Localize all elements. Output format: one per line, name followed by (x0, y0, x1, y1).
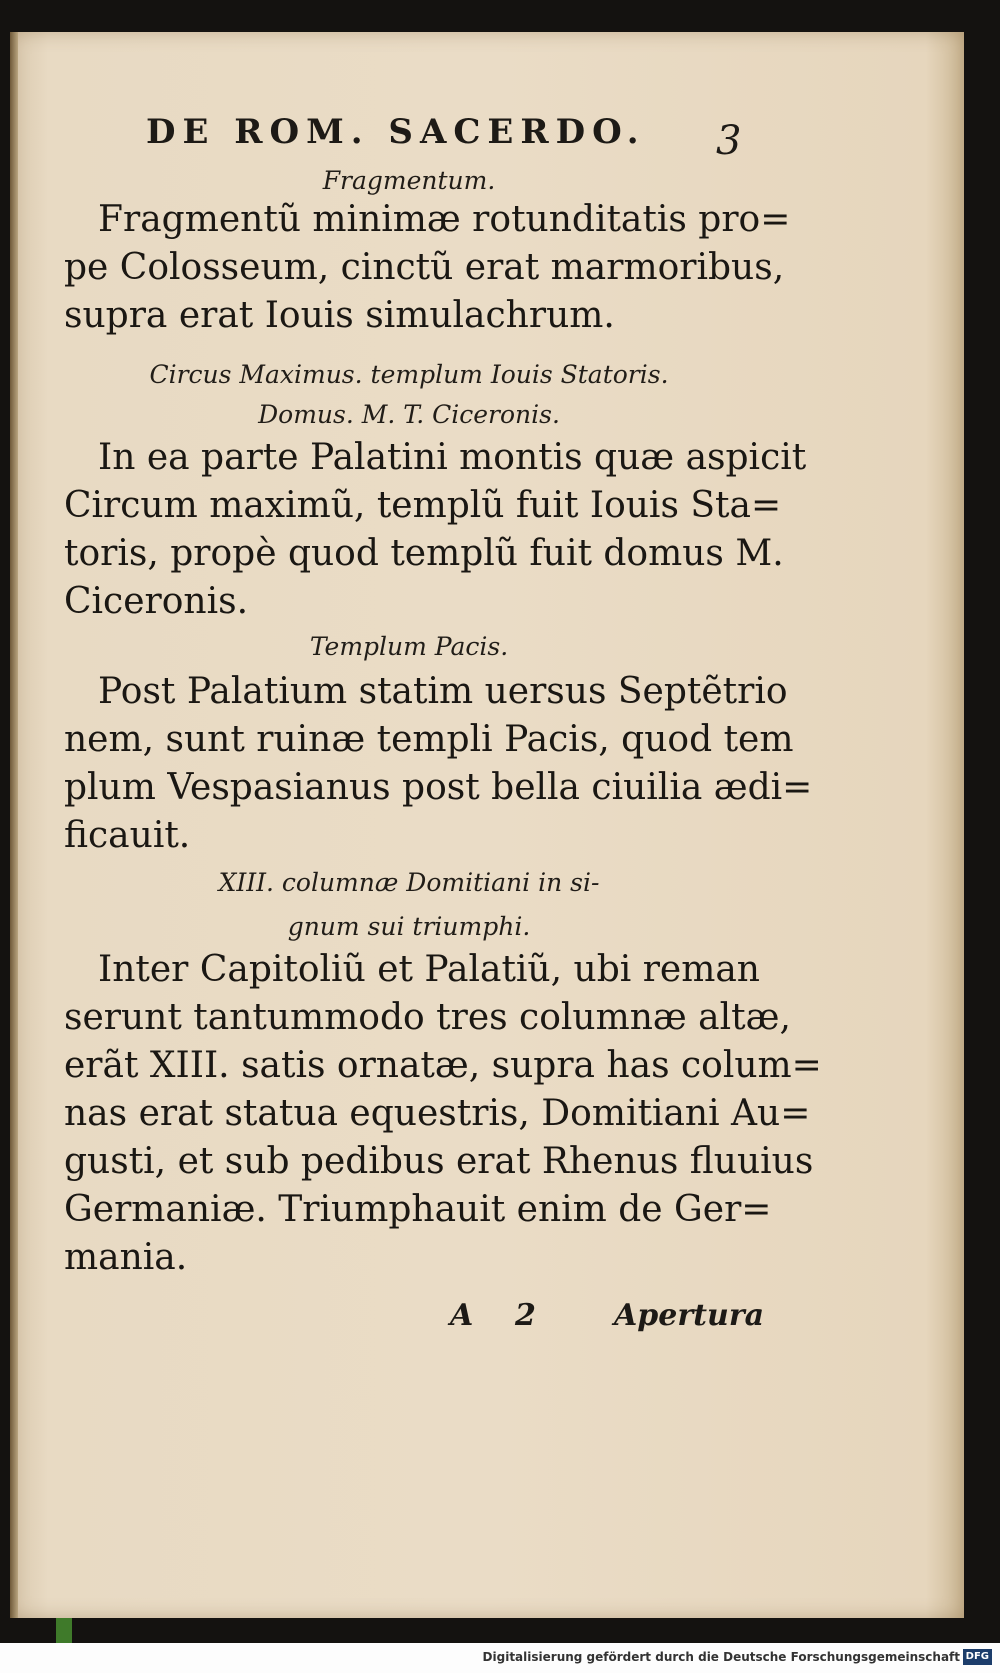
text-line: supra erat Iouis simulachrum. (64, 295, 615, 336)
page-edge (10, 32, 18, 1618)
text-line: Fragmentũ minimæ rotunditatis pro= (98, 199, 791, 240)
rubric-fragmentum: Fragmentum. (322, 166, 496, 195)
dfg-logo: DFG (963, 1649, 992, 1665)
text-line: Post Palatium statim uersus Septẽtrio (98, 671, 788, 712)
rubric-columnae-domitiani-cont: gnum sui triumphi. (287, 912, 531, 941)
text-line: Germaniæ. Triumphauit enim de Ger= (64, 1189, 772, 1230)
text-line: Inter Capitoliũ et Palatiũ, ubi reman (98, 949, 760, 990)
text-line: gusti, et sub pedibus erat Rhenus fluuius (64, 1141, 814, 1182)
text-line: Circum maximũ, templũ fuit Iouis Sta= (64, 485, 782, 526)
text-line: serunt tantummodo tres columnæ altæ, (64, 997, 791, 1038)
rubric-domus-ciceronis: Domus. M. T. Ciceronis. (258, 400, 560, 429)
text-line: mania. (64, 1237, 188, 1278)
running-head: DE ROM. SACERDO. (146, 112, 646, 152)
paragraph-capitolium (64, 946, 822, 1282)
paragraph-fragmentum (64, 196, 791, 340)
signature-mark: A (450, 1298, 474, 1333)
text-line: Ciceronis. (64, 581, 249, 622)
rubric-circus-maximus: Circus Maximus. templum Iouis Statoris. (149, 360, 669, 389)
paragraph-palatini (64, 434, 807, 626)
text-line: erãt XIII. satis ornatæ, supra has colum= (64, 1045, 822, 1086)
text-line: nas erat statua equestris, Domitiani Au= (64, 1093, 811, 1134)
text-line: nem, sunt ruinæ templi Pacis, quod tem (64, 719, 794, 760)
paragraph-templum-pacis (64, 668, 813, 860)
footer-strip (0, 1643, 1000, 1673)
text-line: In ea parte Palatini montis quæ aspicit (98, 437, 807, 478)
rubric-columnae-domitiani: XIII. columnæ Domitiani in si- (218, 868, 600, 897)
rubric-templum-pacis: Templum Pacis. (309, 632, 509, 661)
catchword: Apertura (614, 1298, 765, 1333)
footer-credit: Digitalisierung gefördert durch die Deutsche Forschungsgemeinschaft (482, 1650, 960, 1664)
text-line: toris, propè quod templũ fuit domus M. (64, 533, 784, 574)
color-bookmark (56, 1618, 72, 1643)
text-line: plum Vespasianus post bella ciuilia ædi= (64, 767, 813, 808)
signature-number: 2 (515, 1298, 536, 1333)
text-line: ficauit. (64, 815, 191, 856)
folio-number: 3 (716, 118, 742, 164)
text-line: pe Colosseum, cinctũ erat marmoribus, (64, 247, 785, 288)
